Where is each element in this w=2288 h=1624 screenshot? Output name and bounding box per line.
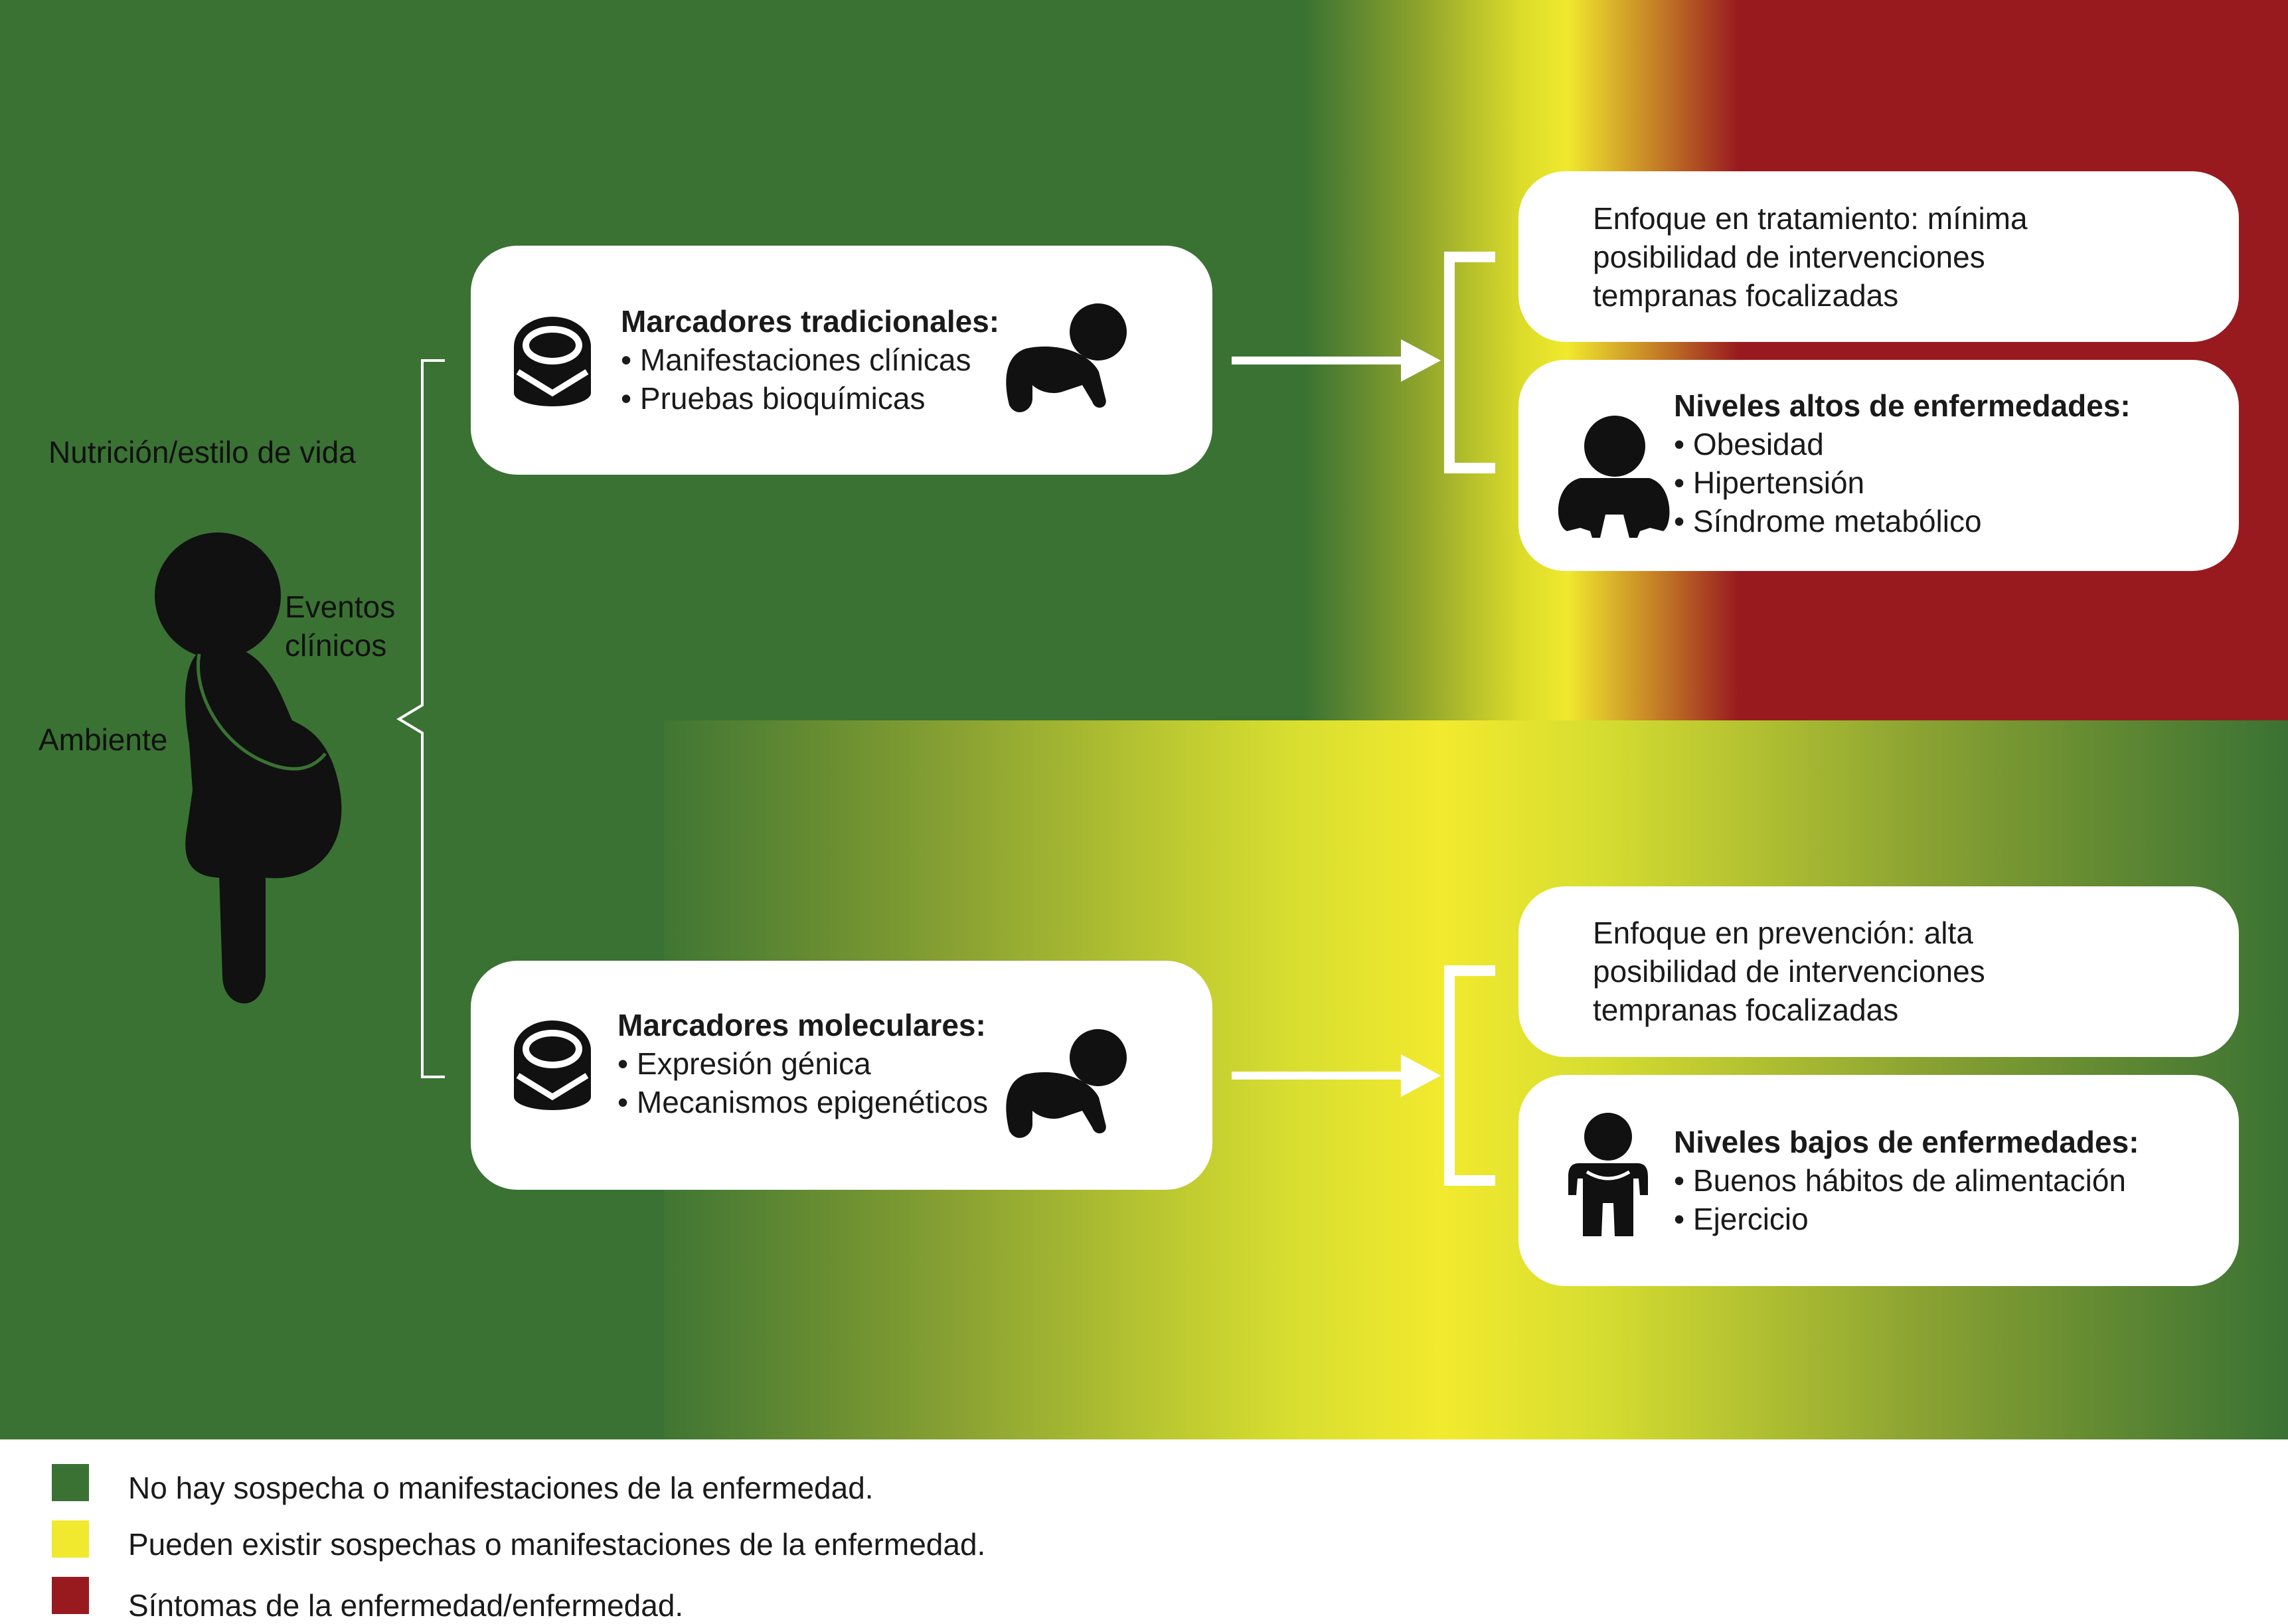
- treatment-approach-line: tempranas focalizadas: [1593, 278, 1899, 313]
- prevention-approach-line: posibilidad de intervenciones: [1593, 954, 1985, 989]
- high-disease-item: • Obesidad: [1674, 427, 1824, 461]
- low-disease-item: • Ejercicio: [1674, 1202, 1809, 1236]
- events-label-line2: clínicos: [285, 628, 387, 663]
- high-disease-item: • Hipertensión: [1674, 465, 1865, 500]
- events-label-line1: Eventos: [285, 590, 396, 624]
- treatment-approach-line: posibilidad de intervenciones: [1593, 240, 1985, 274]
- traditional-marker-item: • Pruebas bioquímicas: [621, 381, 926, 416]
- legend-text-green: No hay sospecha o manifestaciones de la enfermedad.: [128, 1471, 874, 1505]
- prevention-approach-line: tempranas focalizadas: [1593, 993, 1899, 1027]
- prevention-approach-line: Enfoque en prevención: alta: [1593, 916, 1973, 950]
- legend-swatch-green: [52, 1464, 89, 1501]
- high-disease-title: Niveles altos de enfermedades:: [1674, 388, 2131, 423]
- traditional-marker-item: • Manifestaciones clínicas: [621, 343, 971, 377]
- molecular-marker-item: • Mecanismos epigenéticos: [617, 1085, 989, 1119]
- legend-swatch-red: [52, 1577, 89, 1614]
- nutrition-label: Nutrición/estilo de vida: [48, 435, 356, 469]
- treatment-approach-line: Enfoque en tratamiento: mínima: [1593, 201, 2028, 236]
- molecular-markers-title: Marcadores moleculares:: [617, 1008, 986, 1042]
- low-disease-title: Niveles bajos de enfermedades:: [1674, 1125, 2139, 1159]
- molecular-marker-item: • Expresión génica: [617, 1046, 871, 1081]
- low-disease-item: • Buenos hábitos de alimentación: [1674, 1163, 2126, 1198]
- high-disease-item: • Síndrome metabólico: [1674, 504, 1982, 538]
- healthy-child-icon: [1568, 1113, 1648, 1236]
- environment-label: Ambiente: [39, 722, 168, 757]
- traditional-markers-title: Marcadores tradicionales:: [621, 304, 1000, 339]
- legend-text-yellow: Pueden existir sospechas o manifestaciones de la enfermedad.: [128, 1527, 986, 1562]
- legend-text-red: Síntomas de la enfermedad/enfermedad.: [128, 1588, 684, 1623]
- legend-swatch-yellow: [52, 1520, 89, 1558]
